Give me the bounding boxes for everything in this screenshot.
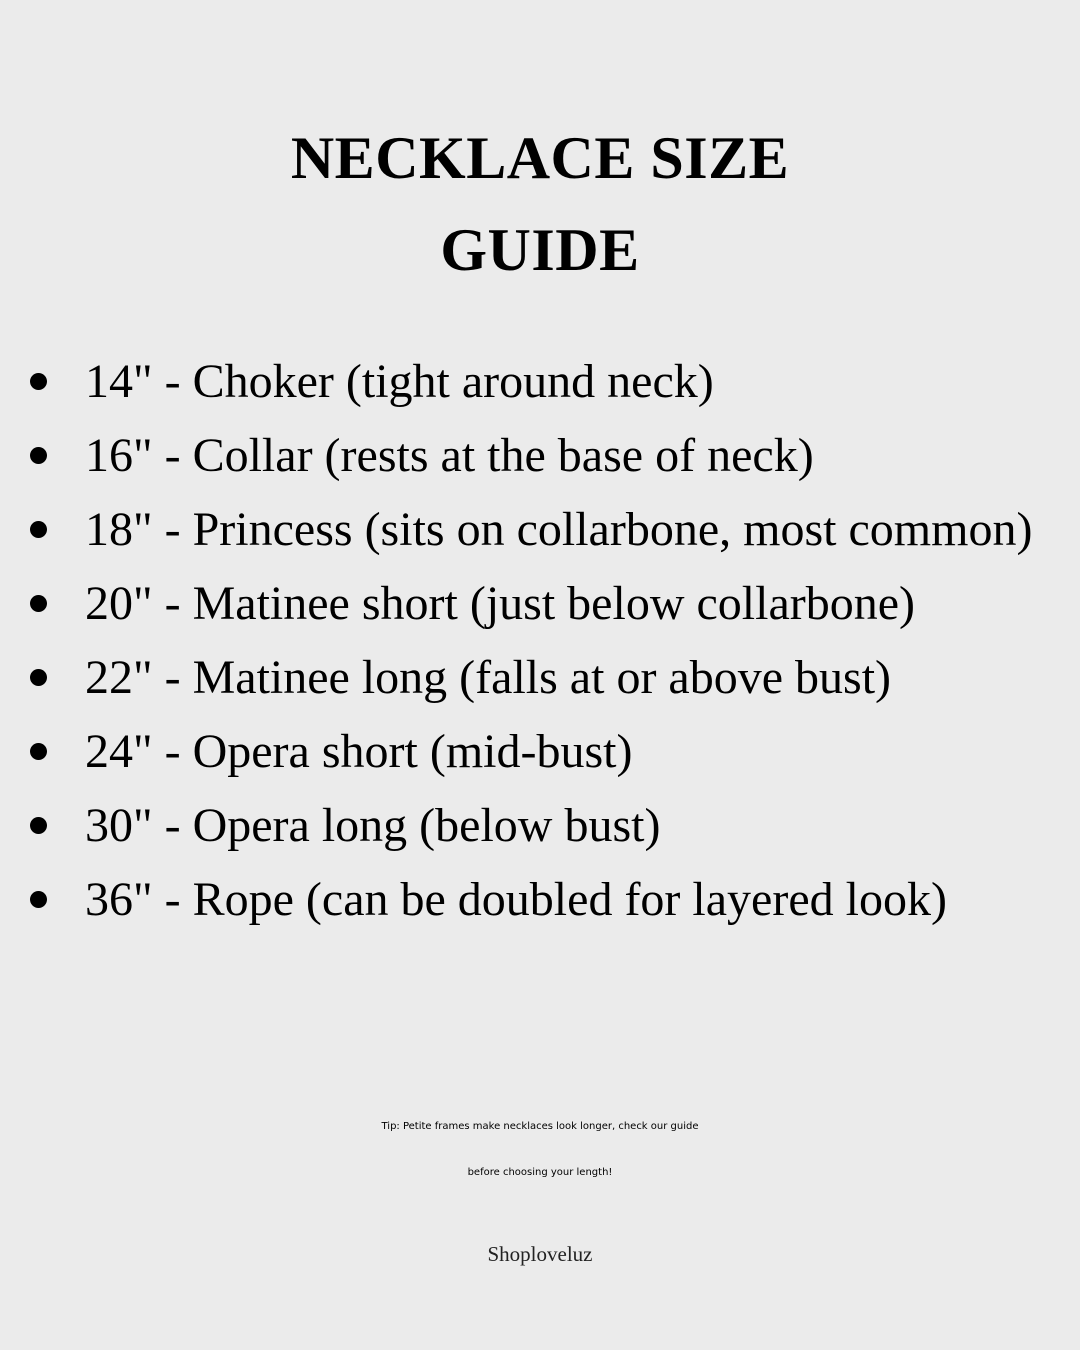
list-item	[0, 418, 1080, 492]
page-title	[0, 112, 1080, 296]
size-item-text: 14" - Choker (tight around neck)	[85, 355, 714, 408]
size-item-text: 30" - Opera long (below bust)	[85, 799, 661, 852]
size-item-text: 24" - Opera short (mid-bust)	[85, 725, 633, 778]
brand-name: Shoploveluz	[487, 1242, 593, 1266]
size-list	[0, 344, 1080, 936]
title-line-1: NECKLACE SIZE	[290, 125, 790, 191]
size-item-text: 36" - Rope (can be doubled for layered look)	[85, 873, 947, 926]
tip-line-1: Tip: Petite frames make necklaces look longer, check our guide	[381, 1121, 699, 1132]
list-item	[0, 640, 1080, 714]
bullet-icon	[30, 521, 47, 538]
bullet-icon	[30, 373, 47, 390]
bullet-icon	[30, 447, 47, 464]
bullet-icon	[30, 743, 47, 760]
bullet-icon	[30, 669, 47, 686]
bullet-icon	[30, 595, 47, 612]
bullet-icon	[30, 891, 47, 908]
list-item	[0, 714, 1080, 788]
list-item	[0, 344, 1080, 418]
size-item-text: 20" - Matinee short (just below collarbone)	[85, 577, 916, 630]
bullet-icon	[30, 817, 47, 834]
size-item-text: 16" - Collar (rests at the base of neck)	[85, 429, 814, 482]
list-item	[0, 492, 1080, 566]
tip-text	[0, 1104, 1080, 1196]
size-item-text: 18" - Princess (sits on collarbone, most common)	[85, 503, 1033, 556]
tip-line-2: before choosing your length!	[467, 1167, 613, 1178]
list-item	[0, 788, 1080, 862]
size-item-text: 22" - Matinee long (falls at or above bust)	[85, 651, 892, 704]
list-item	[0, 862, 1080, 936]
list-item	[0, 566, 1080, 640]
title-line-2: GUIDE	[440, 217, 640, 283]
